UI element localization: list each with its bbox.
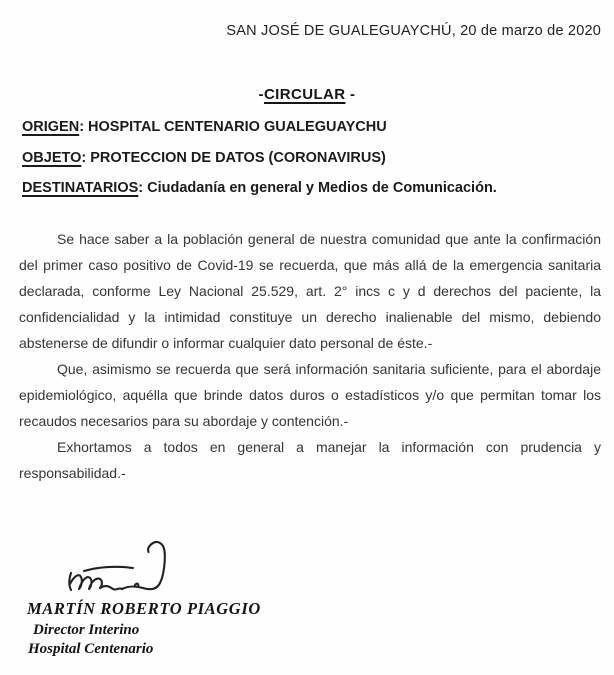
field-objeto-label: OBJETO	[22, 149, 82, 166]
paragraph-2: Que, asimismo se recuerda que será información sanitaria suficiente, para el abordaje epidemiológico, aquélla que brinde datos duros o estadísticos y/o que permitan tomar los recaudos necesarios para su abordaje y contención.-	[19, 361, 601, 429]
field-origen-value: : HOSPITAL CENTENARIO GUALEGUAYCHU	[79, 119, 387, 135]
field-destinatarios	[22, 173, 600, 204]
body-text	[19, 226, 601, 486]
signatory-name: MARTÍN ROBERTO PIAGGIO	[27, 599, 261, 618]
paragraph-1: Se hace saber a la población general de nuestra comunidad que ante la confirmación del primer caso positivo de Covid-19 se recuerda, que más allá de la emergencia sanitaria declarada, conforme Ley Nacional 25.529, art. 2° incs c y d derechos del paciente, la confidencialidad y la intimidad constituye un derecho inalienable del mismo, debiendo abstenerse de difundir o informar cualquier dato personal de éste.-	[19, 231, 601, 351]
circular-title	[0, 86, 614, 103]
field-objeto	[22, 143, 600, 174]
field-destinatarios-value: : Ciudadanía en general y Medios de Comunicación.	[138, 180, 497, 196]
field-origen-label: ORIGEN	[22, 119, 80, 135]
signatory-role: Director Interino	[33, 622, 140, 638]
field-destinatarios-label: DESTINATARIOS	[22, 180, 139, 196]
signature-block	[27, 599, 261, 658]
paragraph-3: Exhortamos a todos en general a manejar la información con prudencia y responsabilidad.-	[19, 439, 601, 481]
header-fields	[22, 112, 600, 204]
circular-title-prefix: -	[258, 86, 264, 103]
circular-title-suffix: -	[345, 86, 356, 103]
field-objeto-value: : PROTECCION DE DATOS (CORONAVIRUS)	[81, 149, 386, 166]
circular-title-word: CIRCULAR	[263, 86, 346, 103]
handwritten-signature-scribble	[58, 536, 176, 598]
date-line: SAN JOSÉ DE GUALEGUAYCHÚ, 20 de marzo de 2020	[226, 23, 601, 39]
signatory-organization: Hospital Centenario	[28, 641, 154, 657]
field-origen	[22, 112, 600, 143]
